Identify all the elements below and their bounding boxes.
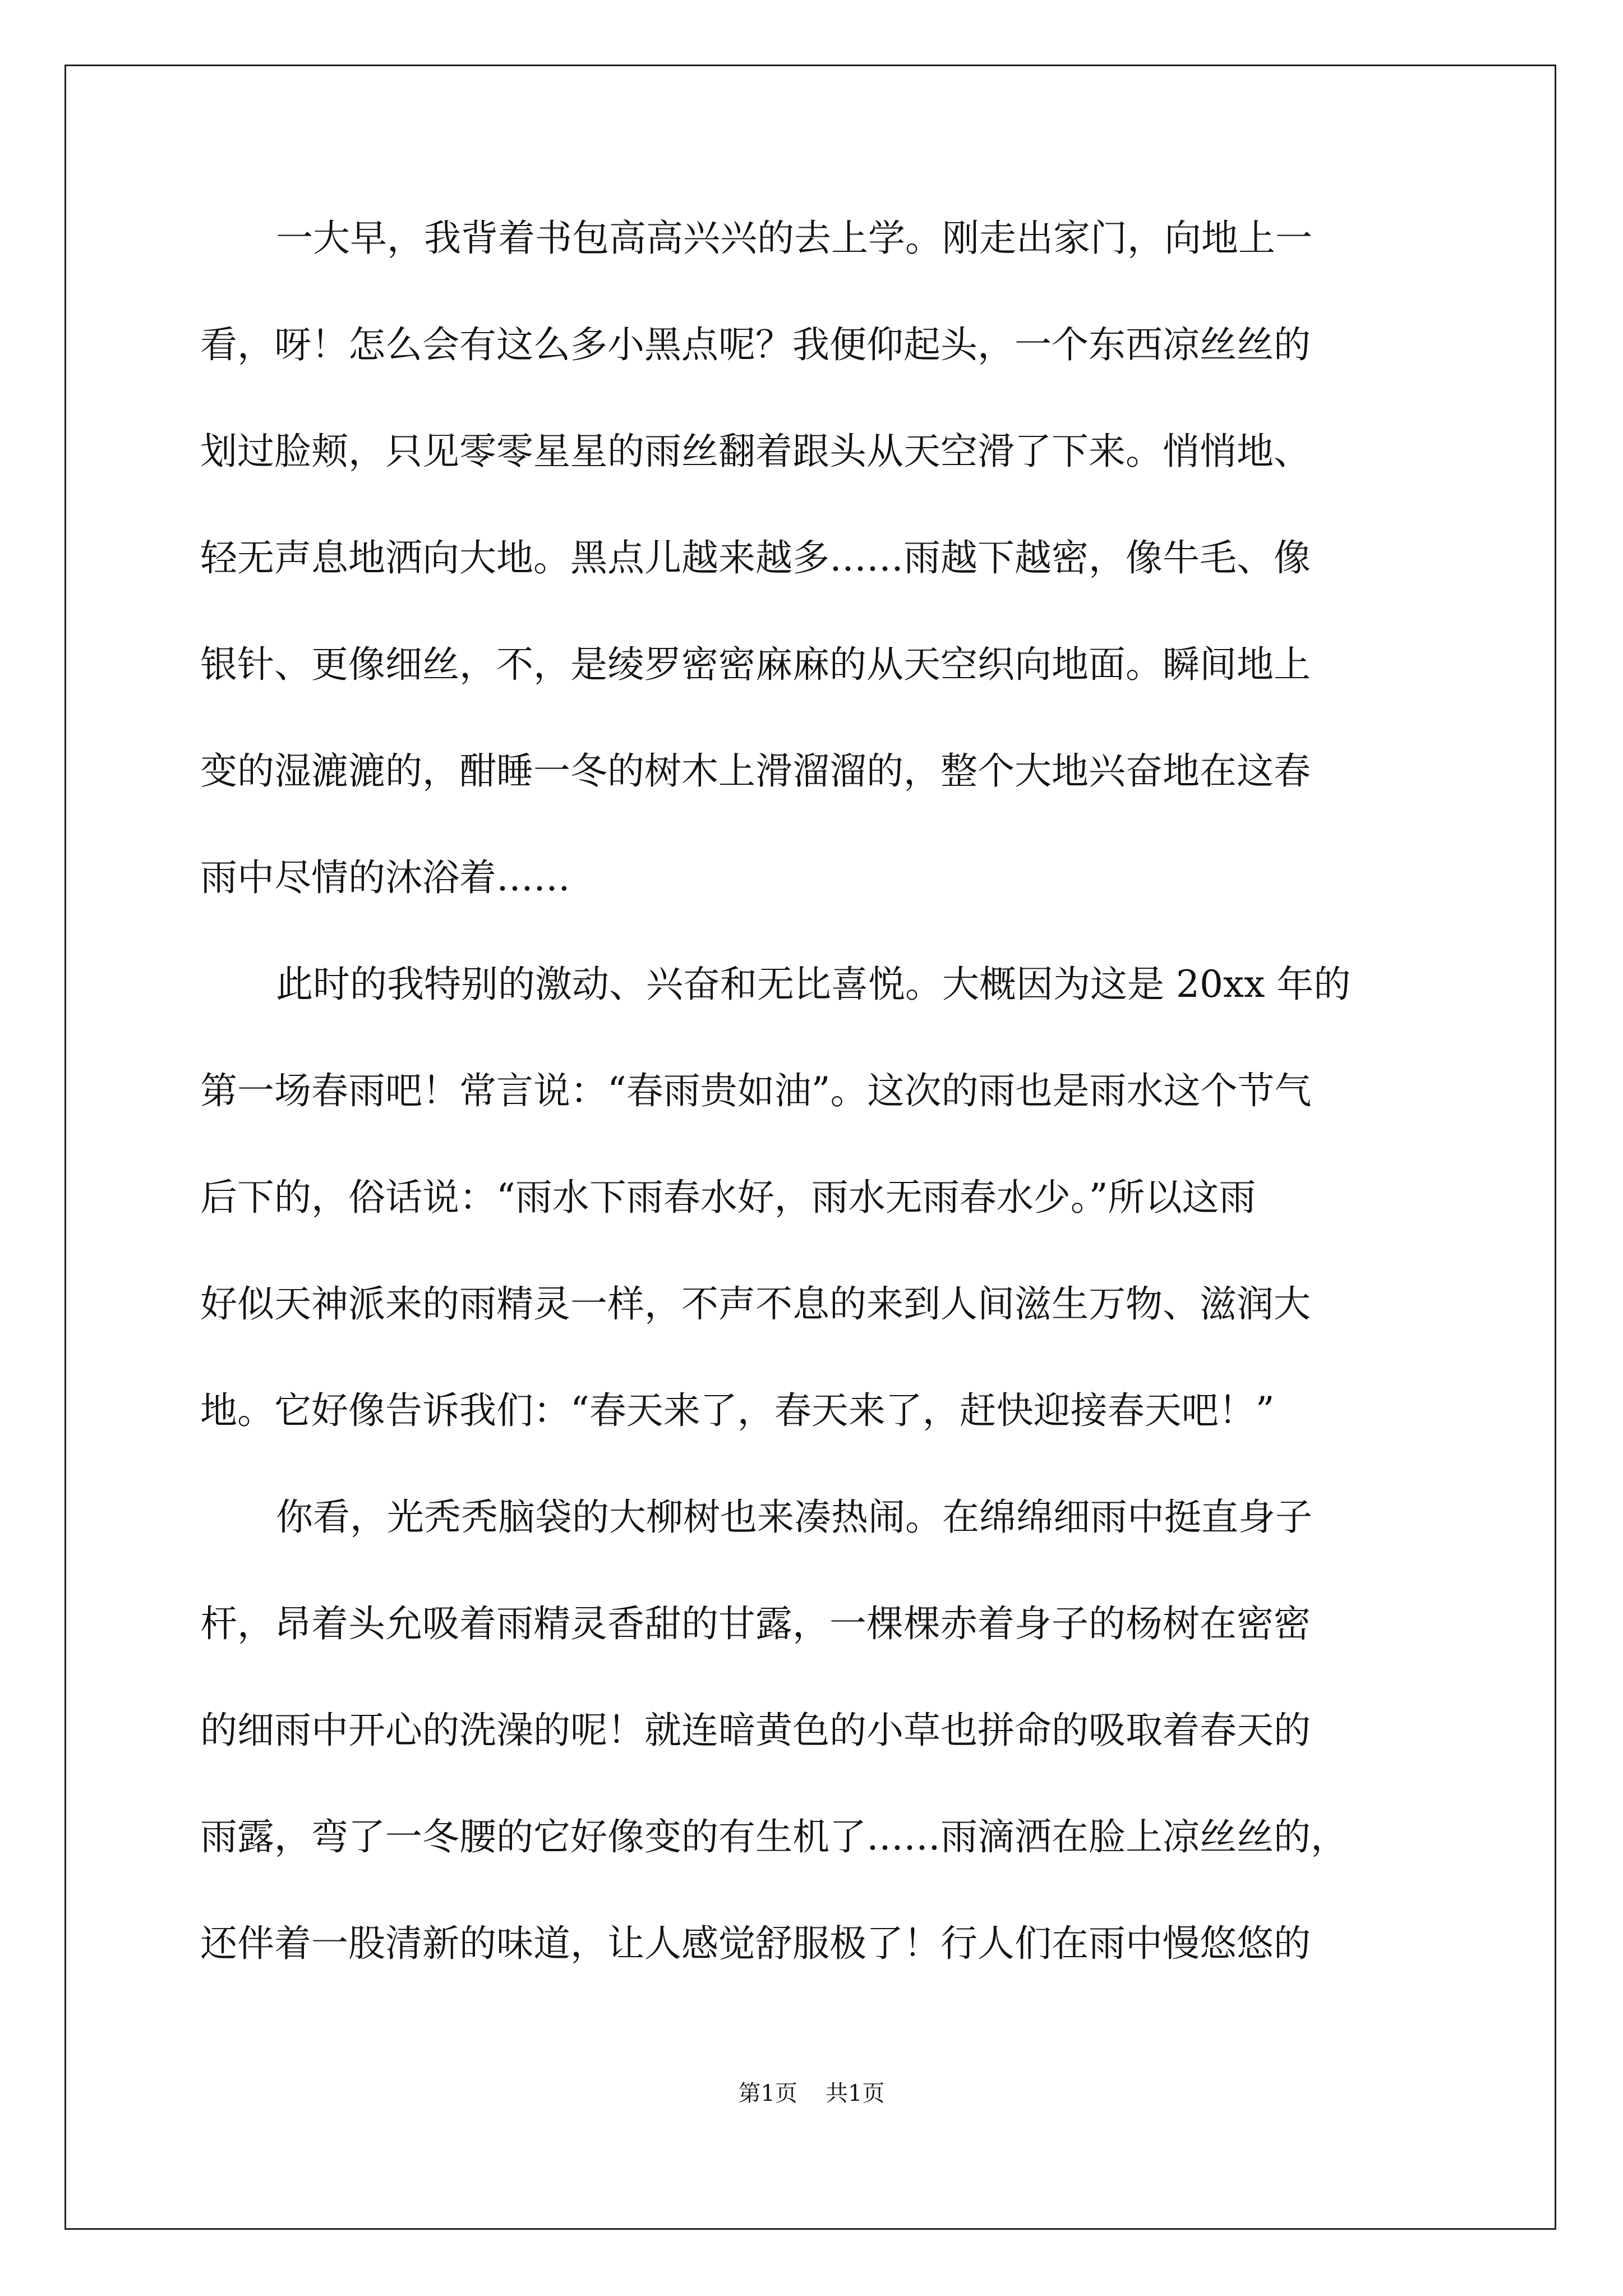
document-body bbox=[200, 202, 1434, 2014]
paragraph-1-line-6: 变的湿漉漉的，酣睡一冬的树木上滑溜溜的，整个大地兴奋地在这春 bbox=[200, 749, 1311, 793]
paragraph-1-line-1: 一大早，我背着书包高高兴兴的去上学。刚走出家门，向地上一 bbox=[276, 217, 1312, 260]
paragraph-1-line-4: 轻无声息地洒向大地。黑点儿越来越多……雨越下越密，像牛毛、像 bbox=[200, 536, 1311, 579]
paragraph-2-line-3: 后下的，俗话说：“雨水下雨春水好，雨水无雨春水少。”所以这雨 bbox=[200, 1176, 1256, 1219]
paragraph-1-line-3: 划过脸颊，只见零零星星的雨丝翻着跟头从天空滑了下来。悄悄地、 bbox=[200, 430, 1311, 473]
paragraph-2-line-5: 地。它好像告诉我们：“春天来了，春天来了，赶快迎接春天吧！” bbox=[200, 1389, 1275, 1432]
paragraph-3-line-1: 你看，光秃秃脑袋的大柳树也来凑热闹。在绵绵细雨中挺直身子 bbox=[276, 1496, 1312, 1539]
paragraph-2-line-2: 第一场春雨吧！常言说：“春雨贵如油”。这次的雨也是雨水这个节气 bbox=[200, 1069, 1312, 1112]
paragraph-1-line-5: 银针、更像细丝，不，是绫罗密密麻麻的从天空织向地面。瞬间地上 bbox=[200, 643, 1311, 686]
paragraph-1-line-7: 雨中尽情的沐浴着…… bbox=[200, 856, 570, 899]
page-number-total: 共1页 bbox=[826, 2081, 885, 2106]
paragraph-1-line-2: 看，呀！怎么会有这么多小黑点呢？我便仰起头，一个东西凉丝丝的 bbox=[200, 323, 1311, 366]
paragraph-2-line-1: 此时的我特别的激动、兴奋和无比喜悦。大概因为这是 20xx 年的 bbox=[276, 963, 1351, 1006]
paragraph-3-line-4: 雨露，弯了一冬腰的它好像变的有生机了……雨滴洒在脸上凉丝丝的， bbox=[200, 1815, 1348, 1858]
paragraph-3-line-3: 的细雨中开心的洗澡的呢！就连暗黄色的小草也拼命的吸取着春天的 bbox=[200, 1709, 1311, 1752]
paragraph-3-line-5: 还伴着一股清新的味道，让人感觉舒服极了！行人们在雨中慢悠悠的 bbox=[200, 1922, 1311, 1965]
paragraph-3-line-2: 杆，昂着头允吸着雨精灵香甜的甘露，一棵棵赤着身子的杨树在密密 bbox=[200, 1602, 1311, 1645]
page-number-current: 第1页 bbox=[738, 2081, 797, 2106]
page-footer bbox=[0, 2076, 1623, 2108]
paragraph-2-line-4: 好似天神派来的雨精灵一样，不声不息的来到人间滋生万物、滋润大 bbox=[200, 1282, 1311, 1326]
